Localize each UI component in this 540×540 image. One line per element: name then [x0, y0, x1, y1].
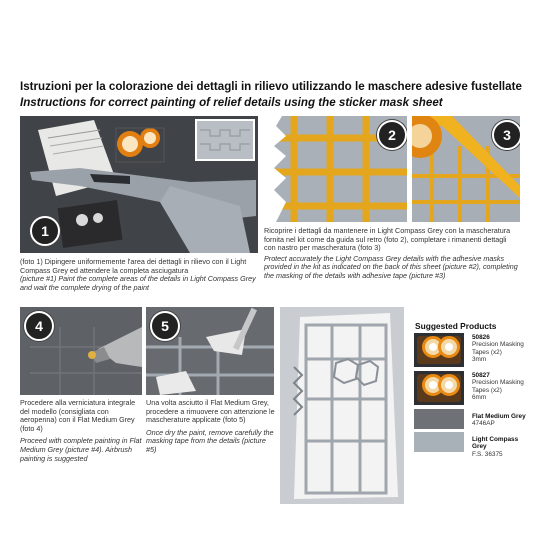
product-code: 50827 — [472, 372, 490, 379]
product-text — [472, 413, 526, 428]
caption-step-2-en: Protect accurately the Light Compass Grey details with the adhesive masks provided in the kit as indicated on the back of this sheet (picture #2), completing the masking of the details with adhesive tape (picture #3) — [264, 253, 518, 280]
photo-step-4 — [20, 307, 142, 395]
photo-step-1 — [20, 116, 258, 253]
product-item — [414, 333, 534, 367]
step-number-badge: 5 — [150, 311, 180, 341]
product-text — [472, 436, 534, 458]
caption-step-4 — [20, 399, 144, 463]
caption-step-5-it: Una volta asciutto il Flat Medium Grey, procedere a rimuovere con attenzione le mascherature applicate (foto 5) — [146, 398, 275, 425]
suggested-products-title: Suggested Products — [415, 321, 497, 331]
product-size: 3mm — [472, 356, 487, 364]
masking-tape-image — [414, 333, 464, 367]
photo-mask-sheet — [280, 307, 404, 504]
caption-step-1-en: (picture #1) Paint the complete areas of the details in Light Compass Grey and wait the complete drying of the paint — [20, 274, 256, 292]
title-italian: Istruzioni per la colorazione dei dettagli in rilievo utilizzando le maschere adesive fustellate — [20, 80, 522, 93]
product-item — [414, 371, 534, 405]
step-number-badge: 2 — [377, 120, 407, 150]
paint-spec: 4746AP — [472, 420, 495, 428]
photo-step-2 — [264, 116, 407, 222]
step-number-badge: 4 — [24, 311, 54, 341]
product-code: 50826 — [472, 334, 490, 341]
caption-step-2-it: Ricoprire i dettagli da mantenere in Light Compass Grey con la mascheratura fornita nel kit come da guida sul retro (foto 2), completare i rimanenti dettagli con nastro per mascheratura (foto 3) — [264, 226, 511, 253]
paint-swatch-light-compass-grey — [414, 432, 464, 452]
title-english: Instructions for correct painting of relief details using the sticker mask sheet — [20, 96, 443, 109]
caption-step-1 — [20, 258, 258, 292]
product-text — [472, 334, 534, 364]
step-number-badge: 3 — [492, 120, 520, 150]
product-text — [472, 372, 534, 402]
photo-step-5 — [146, 307, 274, 395]
paint-swatch-flat-medium-grey — [414, 409, 464, 429]
product-item — [414, 409, 534, 429]
caption-step-5 — [146, 399, 276, 455]
caption-step-4-it: Procedere alla verniciatura integrale del modello (consigliata con aeropenna) con il Flat Medium Grey (foto 4) — [20, 398, 136, 433]
paint-spec: F.S. 36375 — [472, 450, 503, 458]
masking-tape-image — [414, 371, 464, 405]
caption-step-4-en: Proceed with complete painting in Flat Medium Grey (picture #4). Airbrush painting is suggested — [20, 436, 142, 463]
paint-name: Light Compass Grey — [472, 436, 519, 451]
product-item — [414, 432, 534, 458]
caption-step-5-en: Once dry the paint, remove carefully the masking tape from the details (picture #5) — [146, 427, 274, 454]
caption-step-1-it: (foto 1) Dipingere uniformemente l'area dei dettagli in rilievo con il Light Compass Grey ed attendere la completa asciugatura — [20, 257, 247, 275]
product-name: Precision Masking Tapes (x2) — [472, 341, 524, 356]
paint-name: Flat Medium Grey — [472, 413, 526, 420]
step-number-badge: 1 — [30, 216, 60, 246]
caption-step-2 — [264, 227, 520, 281]
product-name: Precision Masking Tapes (x2) — [472, 379, 524, 394]
photo-step-3 — [412, 116, 520, 222]
product-size: 6mm — [472, 394, 487, 402]
